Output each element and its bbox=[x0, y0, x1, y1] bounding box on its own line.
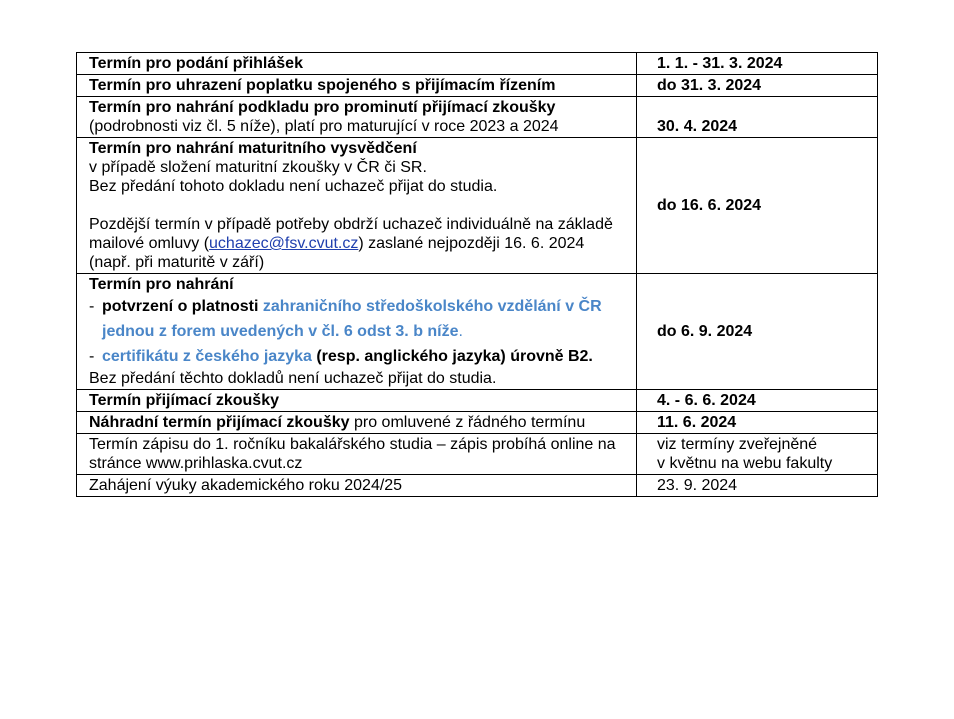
table-row bbox=[77, 53, 878, 75]
table-row bbox=[77, 475, 878, 497]
label-bold: Termín přijímací zkoušky bbox=[89, 392, 279, 409]
label-line: v případě složení maturitní zkoušky v ČR či SR. bbox=[89, 159, 427, 176]
date-line: viz termíny zveřejněné bbox=[657, 436, 818, 453]
label-bold: Termín pro uhrazení poplatku spojeného s přijímacím řízením bbox=[89, 77, 556, 94]
email-link[interactable]: uchazec@fsv.cvut.cz bbox=[209, 235, 359, 252]
row-date: 4. - 6. 6. 2024 bbox=[637, 390, 878, 412]
dash-marker: - bbox=[89, 348, 95, 365]
row-date: 30. 4. 2024 bbox=[637, 97, 878, 138]
table-row bbox=[77, 274, 878, 390]
note-text: Pozdější termín v případě potřeby obdrží uchazeč individuálně na základě mailové omluvy ( bbox=[89, 216, 613, 252]
table-row bbox=[77, 412, 878, 434]
row-label: Zahájení výuky akademického roku 2024/25 bbox=[77, 475, 637, 497]
item-end: . bbox=[458, 323, 463, 340]
table-row bbox=[77, 390, 878, 412]
list-item bbox=[89, 294, 626, 344]
label-bold: Termín pro nahrání podkladu pro prominutí přijímací zkoušky bbox=[89, 99, 556, 116]
document-list bbox=[89, 294, 626, 369]
row-label bbox=[77, 53, 637, 75]
label-line: Bez předání tohoto dokladu není uchazeč přijat do studia. bbox=[89, 178, 498, 195]
row-date: do 16. 6. 2024 bbox=[637, 138, 878, 274]
item-highlight: certifikátu z českého jazyka bbox=[102, 348, 312, 365]
row-label bbox=[77, 390, 637, 412]
label-bold: Termín pro nahrání bbox=[89, 276, 234, 293]
late-deadline-note bbox=[89, 215, 626, 272]
row-date: do 6. 9. 2024 bbox=[637, 274, 878, 390]
list-item bbox=[89, 344, 626, 369]
row-date: 23. 9. 2024 bbox=[637, 475, 878, 497]
admission-schedule-table bbox=[76, 52, 878, 497]
row-date: do 31. 3. 2024 bbox=[637, 75, 878, 97]
label-bold: Náhradní termín přijímací zkoušky bbox=[89, 414, 350, 431]
dash-marker: - bbox=[89, 298, 95, 315]
item-text: (resp. anglického jazyka) úrovně B2. bbox=[311, 348, 593, 365]
row-label bbox=[77, 138, 637, 274]
table-row bbox=[77, 138, 878, 274]
row-label bbox=[77, 75, 637, 97]
row-label bbox=[77, 97, 637, 138]
item-highlight: zahraničního středoškolského vzdělání v ČR jednou z forem uvedených v čl. 6 odst 3. b níže bbox=[102, 298, 602, 340]
row-date: 1. 1. - 31. 3. 2024 bbox=[637, 53, 878, 75]
spacer bbox=[89, 196, 626, 215]
label-note: pro omluvené z řádného termínu bbox=[349, 414, 586, 431]
date-line: v květnu na webu fakulty bbox=[657, 455, 833, 472]
note-text: ) zaslané nejpozději 16. 6. 2024 (např. při maturitě v září) bbox=[89, 235, 585, 271]
label-footer: Bez předání těchto dokladů není uchazeč přijat do studia. bbox=[89, 370, 497, 387]
item-text: potvrzení o platnosti bbox=[102, 298, 263, 315]
row-date bbox=[637, 434, 878, 475]
row-date: 11. 6. 2024 bbox=[637, 412, 878, 434]
label-bold: Termín pro podání přihlášek bbox=[89, 55, 303, 72]
table-row bbox=[77, 75, 878, 97]
row-label bbox=[77, 274, 637, 390]
table-row bbox=[77, 97, 878, 138]
label-bold: Termín pro nahrání maturitního vysvědčení bbox=[89, 140, 417, 157]
label-note: (podrobnosti viz čl. 5 níže), platí pro maturující v roce 2023 a 2024 bbox=[89, 118, 559, 135]
row-label bbox=[77, 412, 637, 434]
row-label: Termín zápisu do 1. ročníku bakalářského studia – zápis probíhá online na stránce www.prihlaska.cvut.cz bbox=[77, 434, 637, 475]
table-row bbox=[77, 434, 878, 475]
